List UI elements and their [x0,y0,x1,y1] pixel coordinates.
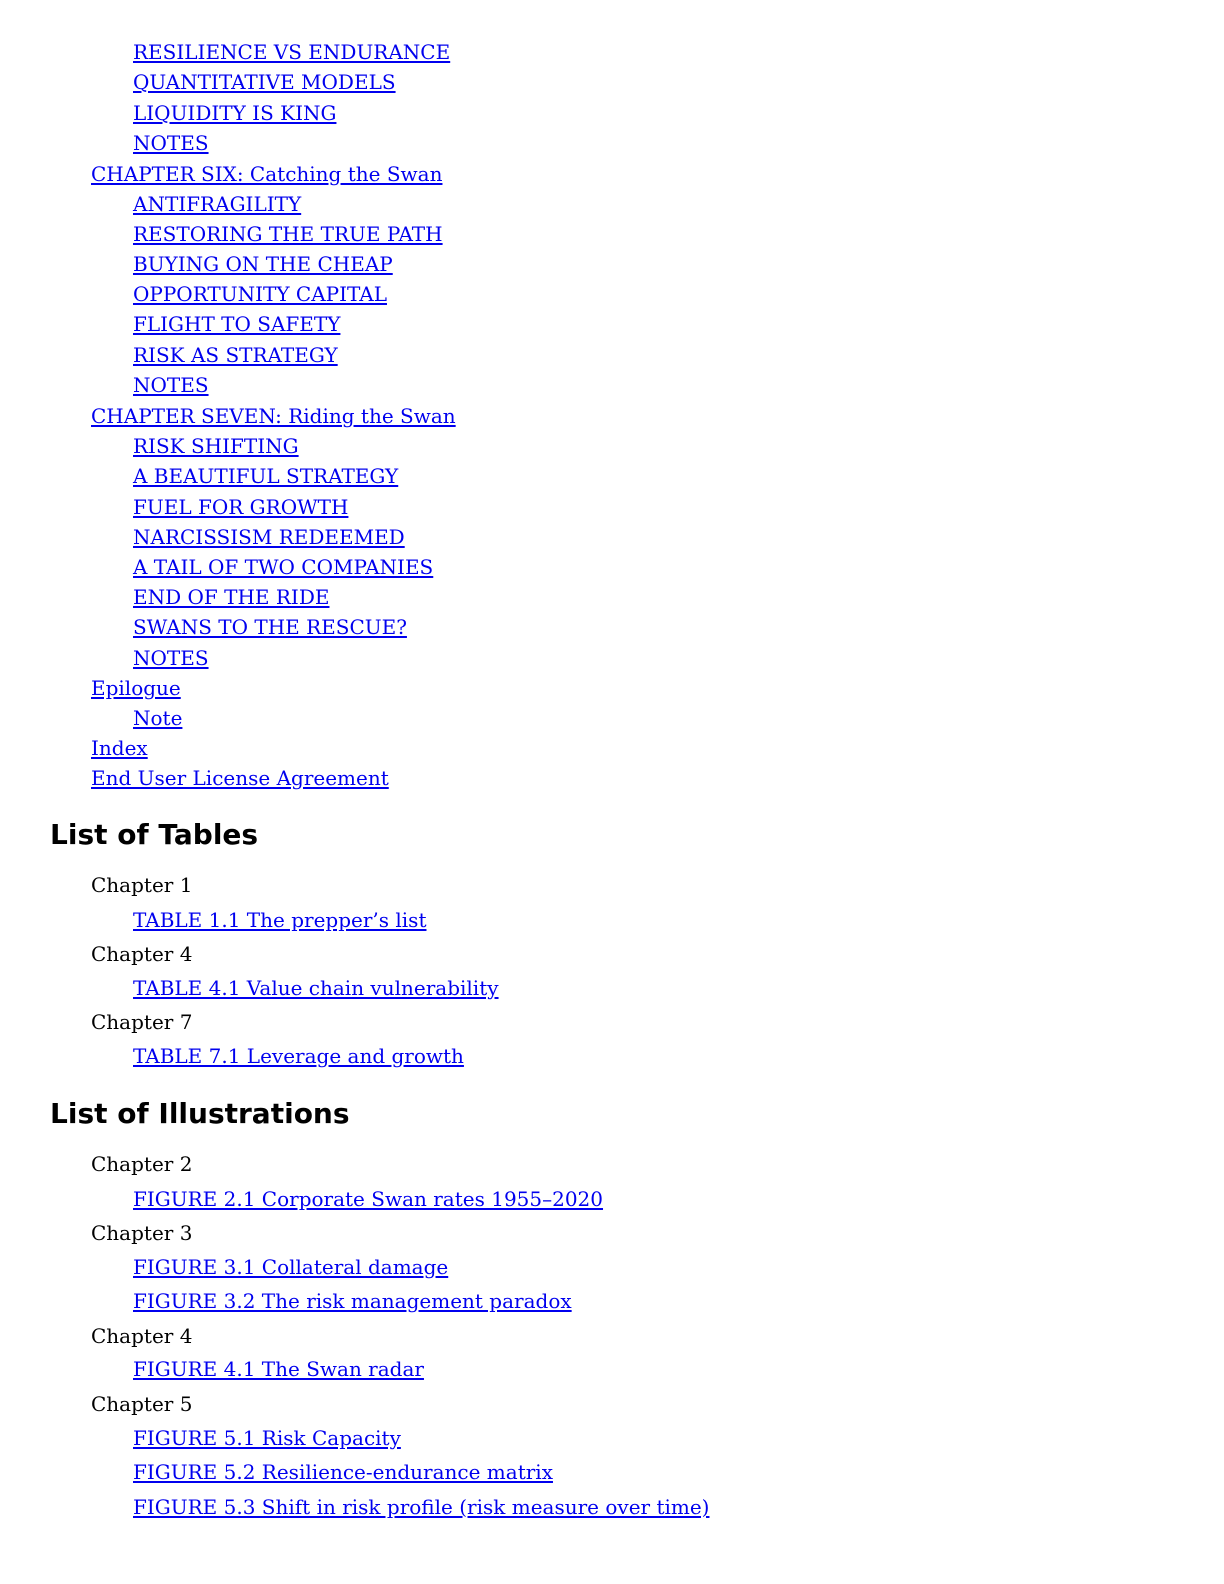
toc-link-a-tail-of-two-companies[interactable]: A TAIL OF TWO COMPANIES [133,555,434,579]
toc-link-end-of-the-ride[interactable]: END OF THE RIDE [133,585,330,609]
figure-link-3-1[interactable]: FIGURE 3.1 Collateral damage [133,1255,449,1279]
toc-link-fuel-for-growth[interactable]: FUEL FOR GROWTH [133,495,349,519]
toc-link-resilience-vs-endurance[interactable]: RESILIENCE VS ENDURANCE [133,40,451,64]
figure-link-2-1[interactable]: FIGURE 2.1 Corporate Swan rates 1955–2020 [133,1187,604,1211]
toc-link-epilogue[interactable]: Epilogue [91,676,181,700]
toc-link-ch7-notes[interactable]: NOTES [133,646,209,670]
figure-link-4-1[interactable]: FIGURE 4.1 The Swan radar [133,1357,424,1381]
toc-link-risk-as-strategy[interactable]: RISK AS STRATEGY [133,343,338,367]
toc-link-flight-to-safety[interactable]: FLIGHT TO SAFETY [133,312,341,336]
figure-link-3-2[interactable]: FIGURE 3.2 The risk management paradox [133,1289,572,1313]
figure-link-5-2[interactable]: FIGURE 5.2 Resilience-endurance matrix [133,1460,553,1484]
toc-link-antifragility[interactable]: ANTIFRAGILITY [133,192,302,216]
toc-link-buying-on-the-cheap[interactable]: BUYING ON THE CHEAP [133,252,393,276]
toc-link-epilogue-note[interactable]: Note [133,706,183,730]
toc-link-risk-shifting[interactable]: RISK SHIFTING [133,434,299,458]
toc-link-chapter-six[interactable]: CHAPTER SIX: Catching the Swan [91,162,443,186]
toc-link-narcissism-redeemed[interactable]: NARCISSISM REDEEMED [133,525,405,549]
table-link-1-1[interactable]: TABLE 1.1 The prepper’s list [133,908,427,932]
illustrations-chapter-label: Chapter 4 [91,1324,193,1348]
figure-link-5-1[interactable]: FIGURE 5.1 Risk Capacity [133,1426,401,1450]
table-link-7-1[interactable]: TABLE 7.1 Leverage and growth [133,1044,464,1068]
toc-link-swans-to-the-rescue[interactable]: SWANS TO THE RESCUE? [133,615,407,639]
toc-link-quantitative-models[interactable]: QUANTITATIVE MODELS [133,70,396,94]
toc-link-liquidity-is-king[interactable]: LIQUIDITY IS KING [133,101,337,125]
list-of-illustrations-heading: List of Illustrations [50,1097,350,1130]
illustrations-chapter-label: Chapter 5 [91,1392,193,1416]
toc-link-ch6-notes[interactable]: NOTES [133,373,209,397]
toc-link-restoring-the-true-path[interactable]: RESTORING THE TRUE PATH [133,222,443,246]
tables-chapter-label: Chapter 7 [91,1010,193,1034]
toc-link-index[interactable]: Index [91,736,148,760]
figure-link-5-3[interactable]: FIGURE 5.3 Shift in risk profile (risk measure over time) [133,1495,710,1519]
table-link-4-1[interactable]: TABLE 4.1 Value chain vulnerability [133,976,499,1000]
toc-link-eula[interactable]: End User License Agreement [91,766,389,790]
tables-chapter-label: Chapter 4 [91,942,193,966]
tables-chapter-label: Chapter 1 [91,873,193,897]
toc-link-ch5-notes[interactable]: NOTES [133,131,209,155]
toc-link-a-beautiful-strategy[interactable]: A BEAUTIFUL STRATEGY [133,464,399,488]
illustrations-chapter-label: Chapter 3 [91,1221,193,1245]
toc-link-chapter-seven[interactable]: CHAPTER SEVEN: Riding the Swan [91,404,456,428]
illustrations-chapter-label: Chapter 2 [91,1152,193,1176]
list-of-tables-heading: List of Tables [50,818,259,851]
toc-link-opportunity-capital[interactable]: OPPORTUNITY CAPITAL [133,282,387,306]
